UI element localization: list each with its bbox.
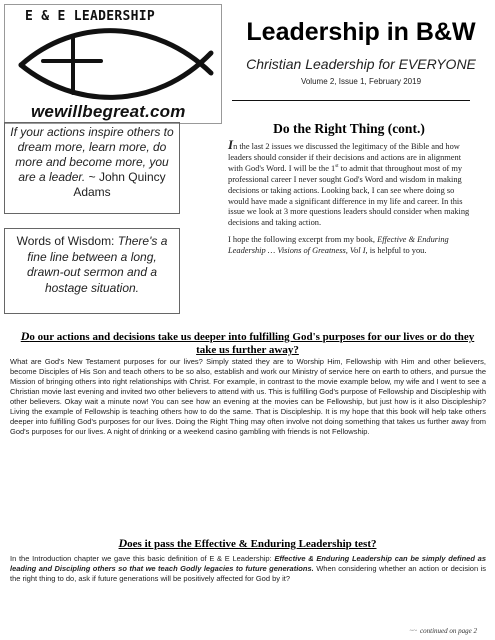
ee-leadership-definition: Effective & Enduring Leadership can be simply defined as leading and Discipling others so that we teach Godly legacies to future generations. — [10, 554, 486, 573]
article-body — [228, 137, 472, 263]
section-2-heading: Does it pass the Effective & Enduring Leadership test? — [118, 536, 377, 550]
section-1-body: What are God's New Testament purposes for our lives? Simply stated they are to Worship Him, Fellowship with Him and other believers, become Disciples of His Son and teach others to be so also, establish and work our Ministry of service here on earth to others, and pursue the Mission of bringing others into right relationships with Christ. For example, in contrast to the movie example below, my wife and I went to see a Christian movie last evening and invited two other believers to attend with us. This is fulfilling God's purpose of Fellowship and Discipleship with other believers. Okay wait a minute now! You can see how an evening at the movies can be Fellowship, but just how is it also Discipleship? Living the example of Fellowship is teaching others how to do the same. That is Discipleship. It is my hope that this book will help take others deeper into fulfilling God's purposes for our lives. Doing the Right Thing may often involve not doing something that takes us further away from God's purposes for our lives. A night of drinking or a weekend casino gambling with friends is not Fellowship. — [10, 357, 486, 436]
newsletter-title: Leadership in B&W — [246, 18, 476, 46]
quote-text: If your actions inspire others to dream more, learn more, do more and become more, you are a leader. — [10, 125, 174, 184]
wisdom-label: Words of Wisdom: — [16, 234, 118, 248]
logo-title: E & E LEADERSHIP — [25, 9, 156, 24]
masthead-divider — [232, 100, 470, 101]
continued-note: ~~ continued on page 2 — [409, 627, 477, 635]
section-1-heading: Do our actions and decisions take us deeper into fulfilling God's purposes for our lives or do they take us further away? — [20, 329, 475, 356]
section-2-body: In the Introduction chapter we gave this basic definition of E & E Leadership: Effective & Enduring Leadership can be simply defined as leading and Discipling others so that we teach Godly legacies to future generations. When considering whether an action or decision is the right thing to do, ask if future generations will be positively affected for God by it? — [10, 554, 486, 583]
words-of-wisdom-box — [4, 228, 180, 314]
logo — [4, 4, 222, 124]
quote-box — [4, 122, 180, 214]
quote-author: ~ John Quincy Adams — [73, 170, 166, 199]
newsletter-subtitle: Christian Leadership for EVERYONE — [246, 56, 476, 72]
ichthys-fish-icon — [15, 23, 215, 105]
article-heading: Do the Right Thing (cont.) — [273, 121, 425, 136]
volume-issue-line: Volume 2, Issue 1, February 2019 — [300, 77, 422, 86]
logo-url: wewillbegreat.com — [31, 102, 186, 121]
wisdom-text: There's a fine line between a long, drawn-out sermon and a hostage situation. — [26, 234, 168, 295]
book-title: Effective & Enduring Leadership … Visions of Greatness, Vol I — [228, 235, 449, 256]
drop-cap: I — [228, 137, 234, 152]
article-paragraph-1: In the last 2 issues we discussed the legitimacy of the Bible and how leaders should consider if their decisions and actions are in alignment with God's Word. I will be the 1st to admit that throughout most of my professional career I never sought God's Word and wisdom in making decisions or taking actions. Looking back, I can see where doing so would have made a significant difference in my life and career. In this issue we look at 3 more questions leaders should consider when making decisions and taking action. — [228, 137, 470, 228]
article-paragraph-2: I hope the following excerpt from my book, Effective & Enduring Leadership … Visions of Greatness, Vol I, is helpful to you. — [228, 235, 449, 256]
